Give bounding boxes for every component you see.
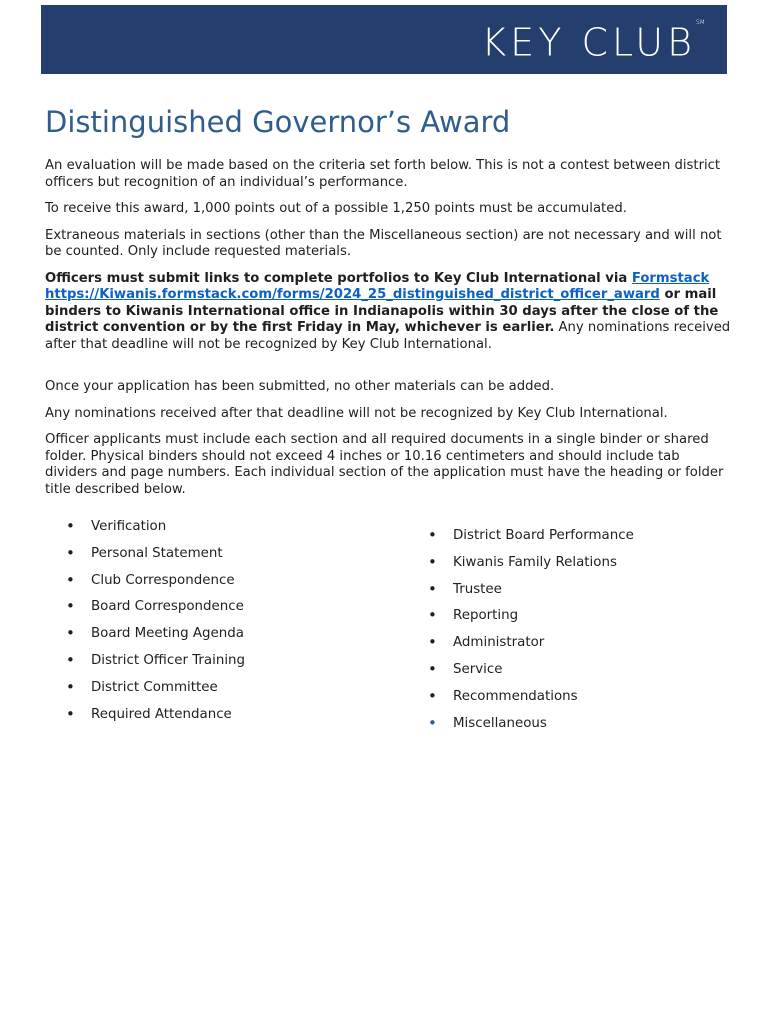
- list-item: • Service: [428, 659, 503, 678]
- binder-paragraph: Officer applicants must include each section and all required documents in a single binder or shared folder. Physical binders should not exceed 4 inches or 10.16 centimeters and should include tab dividers and page numbers. Each individual section of the application must have the heading or folder title described below.: [45, 432, 724, 497]
- list-item: • Reporting: [428, 606, 519, 625]
- formstack-link[interactable]: Formstack: [631, 270, 710, 286]
- formstack-url-link[interactable]: https://Kiwanis.formstack.com/forms/2024_25_distinguished_district_officer_award: [45, 287, 660, 302]
- list-item: • Verification: [66, 517, 167, 535]
- list-item: • Club Correspondence: [66, 570, 235, 589]
- points-paragraph: To receive this award, 1,000 points out of a possible 1,250 points must be accumulated.: [45, 201, 627, 216]
- list-item: • Kiwanis Family Relations: [428, 552, 617, 571]
- list-item: • Board Correspondence: [66, 597, 244, 616]
- list-item: • Board Meeting Agenda: [66, 624, 244, 643]
- sections-list-left: [66, 517, 246, 733]
- submission-paragraph: Officers must submit links to complete portfolios to Key Club International via Formstack https://Kiwanis.formstack.com/forms/2024_25_distinguished_district_officer_award or mail binders to Kiwanis International office in Indianapolis within 30 days after the close of the district convention or by the first Friday in May, whichever is earlier. Any nominations received after that deadline will not be recognized by Key Club International.: [45, 270, 731, 352]
- list-item: • Administrator: [428, 633, 545, 652]
- list-item: • District Committee: [66, 677, 218, 696]
- submitted-paragraph: Once your application has been submitted, no other materials can be added.: [45, 379, 555, 394]
- list-item: • District Board Performance: [428, 526, 634, 544]
- sections-list-right: [428, 526, 634, 742]
- list-item: • Miscellaneous: [428, 713, 547, 732]
- list-item: • District Officer Training: [66, 650, 246, 669]
- page-title: Distinguished Governor’s Award: [45, 105, 511, 139]
- list-item: • Required Attendance: [66, 704, 232, 723]
- list-item: • Personal Statement: [66, 543, 223, 562]
- list-item: • Recommendations: [428, 686, 578, 705]
- key-club-logo: KEY CLUB℠: [481, 19, 705, 65]
- sections-lists: [45, 508, 735, 748]
- intro-paragraph: An evaluation will be made based on the criteria set forth below. This is not a contest between district officers but recognition of an individual’s performance.: [45, 158, 721, 190]
- header-banner: [41, 5, 727, 74]
- deadline-paragraph: Any nominations received after that deadline will not be recognized by Key Club International.: [45, 405, 668, 421]
- materials-paragraph: Extraneous materials in sections (other than the Miscellaneous section) are not necessary and will not be counted. Only include requested materials.: [45, 227, 722, 259]
- document-body: [45, 158, 735, 748]
- list-item: • Trustee: [428, 579, 502, 598]
